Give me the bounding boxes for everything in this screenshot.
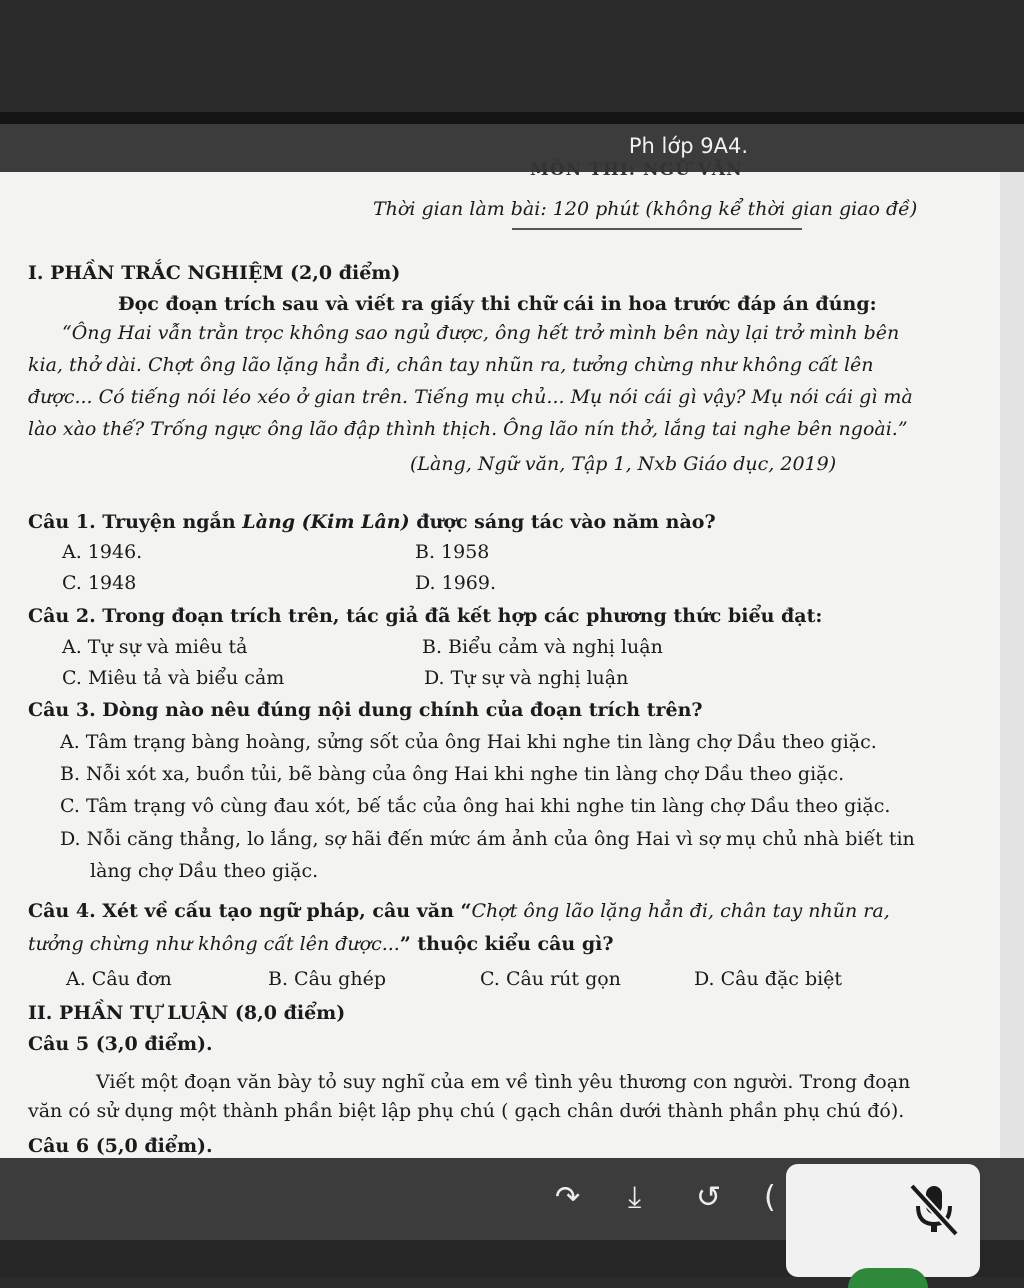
passage-source: (Làng, Ngữ văn, Tập 1, Nxb Giáo dục, 2019) — [410, 453, 837, 475]
q3-option-d-cont: làng chợ Dầu theo giặc. — [90, 860, 319, 882]
q2-option-d: D. Tự sự và nghị luận — [424, 667, 629, 689]
q5-line2: văn có sử dụng một thành phần biệt lập phụ chú ( gạch chân dưới thành phần phụ chú đó). — [28, 1100, 905, 1122]
q4-option-c: C. Câu rút gọn — [480, 968, 621, 990]
q2-option-b: B. Biểu cảm và nghị luận — [422, 636, 663, 658]
window-title: Ph lớp 9A4. — [628, 134, 748, 158]
header-rule — [512, 228, 802, 230]
q2-option-a: A. Tự sự và miêu tả — [62, 636, 248, 658]
cut-header: MÔN THI: NGỮ VĂN — [530, 160, 743, 180]
q1-option-a: A. 1946. — [62, 541, 143, 563]
q2-option-c: C. Miêu tả và biểu cảm — [62, 667, 285, 689]
q4-option-d: D. Câu đặc biệt — [694, 968, 843, 990]
time-line: Thời gian làm bài: 120 phút (không kể thời gian giao đề) — [373, 198, 918, 220]
viewer-title-bar — [0, 124, 1024, 172]
q4-tail: ” thuộc kiểu câu gì? — [399, 933, 614, 955]
passage-line: được... Có tiếng nói léo xéo ở gian trên. Tiếng mụ chủ... Mụ nói cái gì vậy? Mụ nói cái gì mà — [28, 386, 913, 408]
page-side-gap — [1000, 172, 1024, 1158]
q4-lead: Câu 4. Xét về cấu tạo ngữ pháp, câu văn “ — [28, 900, 472, 922]
q3-option-a: A. Tâm trạng bàng hoàng, sửng sốt của ông Hai khi nghe tin làng chợ Dầu theo giặc. — [60, 731, 877, 753]
q4-option-b: B. Câu ghép — [268, 968, 386, 990]
q4-option-a: A. Câu đơn — [66, 968, 172, 990]
q1-prefix: Câu 1. Truyện ngắn — [28, 511, 243, 533]
passage-line: lào xào thế? Trống ngực ông lão đập thình thịch. Ông lão nín thở, lắng tai nghe bên ngoài.” — [28, 418, 908, 440]
q5-line1: Viết một đoạn văn bày tỏ suy nghĩ của em về tình yêu thương con người. Trong đoạn — [96, 1071, 911, 1093]
question-1 — [28, 511, 716, 533]
part1-title: I. PHẦN TRẮC NGHIỆM (2,0 điểm) — [28, 262, 401, 284]
q1-option-b: B. 1958 — [415, 541, 490, 563]
q1-option-c: C. 1948 — [62, 572, 137, 594]
q1-work: Làng (Kim Lân) — [242, 511, 410, 533]
mic-panel[interactable] — [786, 1164, 980, 1277]
download-icon[interactable]: ⤓ — [628, 1180, 642, 1215]
green-indicator — [848, 1268, 928, 1288]
q1-option-d: D. 1969. — [415, 572, 497, 594]
top-dark-area — [0, 0, 1024, 115]
q4-quote2: tưởng chừng như không cất lên được... — [28, 933, 400, 955]
rotate-icon[interactable]: ↺ — [696, 1180, 722, 1215]
passage-line: “Ông Hai vẫn trằn trọc không sao ngủ được, ông hết trở mình bên này lại trở mình bên — [62, 322, 900, 344]
partial-icon[interactable]: ( — [764, 1180, 776, 1215]
instruction: Đọc đoạn trích sau và viết ra giấy thi chữ cái in hoa trước đáp án đúng: — [118, 293, 877, 315]
q5-title: Câu 5 (3,0 điểm). — [28, 1033, 213, 1055]
q3-option-c: C. Tâm trạng vô cùng đau xót, bế tắc của ông hai khi nghe tin làng chợ Dầu theo giặc. — [60, 795, 891, 817]
question-2: Câu 2. Trong đoạn trích trên, tác giả đã kết hợp các phương thức biểu đạt: — [28, 605, 823, 627]
question-4-line1 — [28, 900, 890, 922]
redo-icon[interactable]: ↷ — [555, 1180, 581, 1215]
document-page — [0, 160, 1000, 1158]
q3-option-b: B. Nỗi xót xa, buồn tủi, bẽ bàng của ông Hai khi nghe tin làng chợ Dầu theo giặc. — [60, 763, 845, 785]
mic-off-icon[interactable] — [904, 1180, 964, 1240]
q3-option-d: D. Nỗi căng thẳng, lo lắng, sợ hãi đến mức ám ảnh của ông Hai vì sợ mụ chủ nhà biết tin — [60, 828, 915, 850]
part2-title: II. PHẦN TỰ LUẬN (8,0 điểm) — [28, 1002, 346, 1024]
top-divider — [0, 112, 1024, 124]
q6-title: Câu 6 (5,0 điểm). — [28, 1135, 213, 1157]
q4-quote1: Chợt ông lão lặng hẳn đi, chân tay nhũn ra, — [471, 900, 890, 922]
q1-suffix: được sáng tác vào năm nào? — [409, 511, 716, 533]
question-3: Câu 3. Dòng nào nêu đúng nội dung chính của đoạn trích trên? — [28, 699, 703, 721]
passage-line: kia, thở dài. Chợt ông lão lặng hẳn đi, chân tay nhũn ra, tưởng chừng như không cất lên — [28, 354, 874, 376]
question-4-line2 — [28, 933, 614, 955]
